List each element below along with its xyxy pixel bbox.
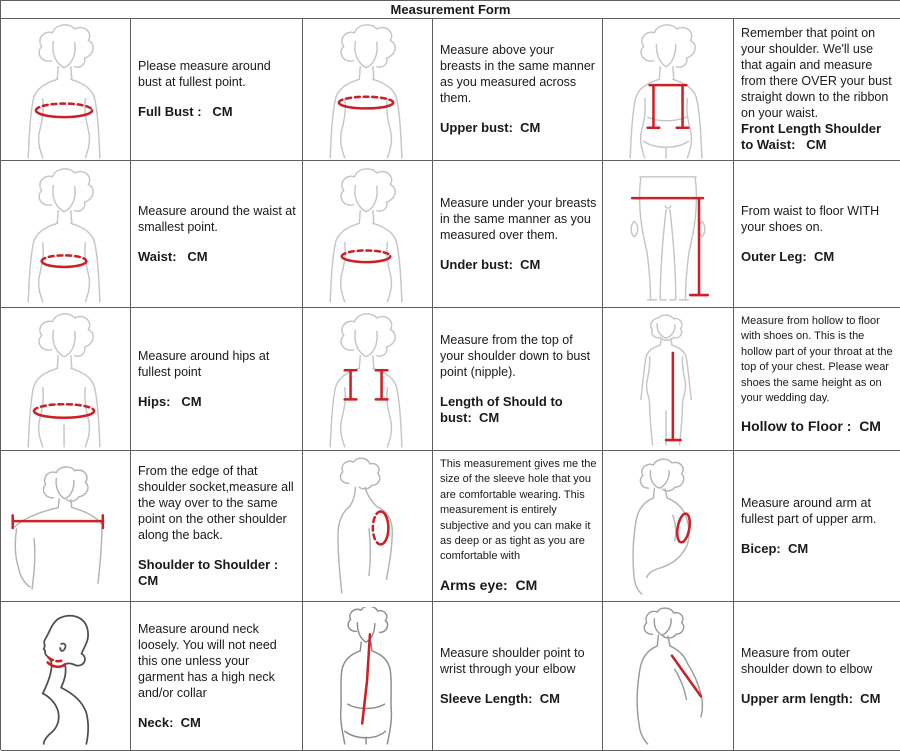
outer-leg-figure (605, 165, 731, 303)
figure-cell (1, 19, 131, 161)
instruction-cell-hollow-to-floor (734, 308, 900, 451)
shoulder-to-shoulder-figure (3, 457, 129, 595)
instruction-text: Measure under your breasts in the same manner as you measured over them. (440, 195, 600, 242)
full-bust-figure (3, 21, 129, 159)
measurement-label: Upper arm length: CM (741, 690, 881, 706)
figure-cell (303, 161, 433, 308)
measurement-label: Full Bust : CM (138, 104, 233, 120)
instruction-text: Measure from hollow to floor with shoes on. This is the hollow part of your throat at the top of your chest. Please wear shoes the same height as on your wedding day. (741, 315, 896, 404)
form-title: Measurement Form (1, 1, 900, 19)
figure-cell (303, 308, 433, 451)
instruction-cell-waist (131, 161, 303, 308)
shoulder-to-waist-back-figure (605, 21, 731, 159)
instruction-text: From the edge of that shoulder socket,measure all the way over to the same point on the other shoulder along the back. (138, 463, 298, 542)
instruction-text: Measure above your breasts in the same manner as you measured across them. (440, 43, 599, 106)
measurement-label: Arms eye: CM (440, 576, 538, 593)
instruction-cell-front-length (734, 19, 900, 161)
neck-figure (3, 607, 129, 745)
measurement-label: Hips: CM (138, 393, 202, 409)
measurement-label: Front Length Shoulder to Waist: CM (741, 121, 885, 153)
measurement-label: Upper bust: CM (440, 120, 541, 136)
figure-cell (603, 19, 734, 161)
instruction-text: Please measure around bust at fullest point. (138, 59, 275, 90)
instruction-cell-full-bust (131, 19, 303, 161)
measurement-label: Hollow to Floor : CM (741, 418, 881, 435)
instruction-text: Measure from the top of your shoulder down to bust point (nipple). (440, 332, 594, 379)
instruction-cell-under-bust (433, 161, 603, 308)
figure-cell (303, 451, 433, 602)
instruction-cell-shoulder-to-bust (433, 308, 603, 451)
hollow-to-floor-figure (605, 310, 731, 448)
instruction-text: Measure from outer shoulder down to elbow (741, 645, 873, 676)
measurement-label: Neck: CM (138, 714, 201, 730)
under-bust-figure (305, 165, 431, 303)
waist-figure (3, 165, 129, 303)
measurement-label: Length of Should to bust: CM (440, 393, 567, 425)
shoulder-to-bust-figure (305, 310, 431, 448)
hips-figure (3, 310, 129, 448)
instruction-cell-upper-bust (433, 19, 603, 161)
figure-cell (303, 602, 433, 751)
instruction-cell-hips (131, 308, 303, 451)
figure-cell (1, 451, 131, 602)
instruction-text: Measure around hips at fullest point (138, 348, 273, 379)
figure-cell (603, 308, 734, 451)
figure-cell (1, 161, 131, 308)
instruction-cell-sleeve-length (433, 602, 603, 751)
measurement-label: Shoulder to Shoulder : CM (138, 556, 286, 588)
instruction-cell-neck (131, 602, 303, 751)
arms-eye-figure (305, 457, 431, 595)
upper-bust-figure (305, 21, 431, 159)
instruction-text: Remember that point on your shoulder. We'll use that again and measure from there OVER your bust straight down to the ribbon on your waist. (741, 26, 896, 120)
instruction-text: From waist to floor WITH your shoes on. (741, 203, 883, 234)
instruction-text: Measure around neck loosely. You will not need this one unless your garment has a high neck and/or collar (138, 621, 281, 700)
measurement-label: Outer Leg: CM (741, 248, 835, 264)
instruction-text: This measurement gives me the size of the sleeve hole that you are comfortable wearing. This measurement is entirely subjective and you can make it as deep or as tight as you are comfortable with (440, 458, 600, 563)
instruction-cell-shoulder-to-shoulder (131, 451, 303, 602)
figure-cell (1, 602, 131, 751)
measurement-label: Bicep: CM (741, 540, 809, 556)
instruction-text: Measure around the waist at smallest point. (138, 203, 300, 234)
instruction-cell-upper-arm-length (734, 602, 900, 751)
sleeve-length-figure (305, 607, 431, 745)
figure-cell (603, 451, 734, 602)
upper-arm-length-figure (605, 607, 731, 745)
instruction-text: Measure shoulder point to wrist through your elbow (440, 645, 589, 676)
measurement-label: Under bust: CM (440, 256, 541, 272)
measurement-label: Waist: CM (138, 248, 208, 264)
instruction-cell-bicep (734, 451, 900, 602)
instruction-text: Measure around arm at fullest part of upper arm. (741, 495, 877, 526)
figure-cell (603, 161, 734, 308)
figure-cell (303, 19, 433, 161)
instruction-cell-outer-leg (734, 161, 900, 308)
measurement-label: Sleeve Length: CM (440, 690, 560, 706)
figure-cell (1, 308, 131, 451)
bicep-figure (605, 457, 731, 595)
figure-cell (603, 602, 734, 751)
instruction-cell-arms-eye (433, 451, 603, 602)
